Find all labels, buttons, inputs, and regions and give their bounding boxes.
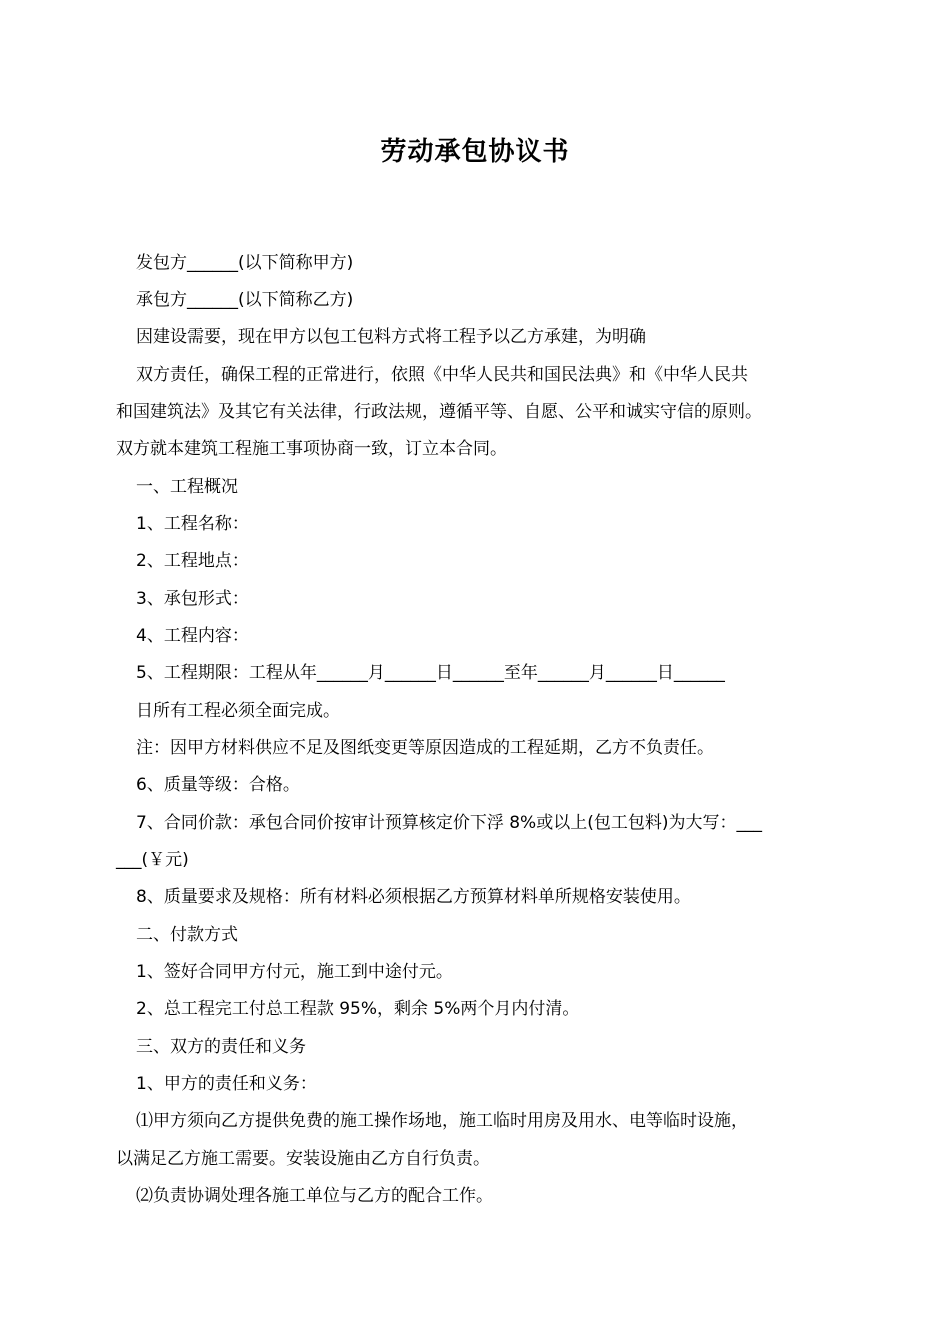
item-quality-grade: 6、质量等级：合格。 [136,775,300,795]
section-2-heading: 二、付款方式 [136,925,238,945]
duty-item-1: ⑴甲方须向乙方提供免费的施工操作场地，施工临时用房及用水、电等临时设施， [136,1111,748,1131]
preamble-line-2: 双方责任，确保工程的正常进行，依照《中华人民共和国民法典》和《中华人民共 [136,365,748,385]
note-line: 注：因甲方材料供应不足及图纸变更等原因造成的工程延期，乙方不负责任。 [136,738,714,758]
preamble-line-3: 和国建筑法》及其它有关法律，行政法规，遵循平等、自愿、公平和诚实守信的原则。 [116,402,762,422]
item-contract-form: 3、承包形式： [136,589,249,609]
duty-item-1-cont: 以满足乙方施工需要。安装设施由乙方自行负责。 [116,1149,490,1169]
preamble-line-4: 双方就本建筑工程施工事项协商一致，订立本合同。 [116,439,507,459]
item-contract-price-cont: ___(￥元) [116,850,189,870]
party-a-line: 发包方______(以下简称甲方) [136,253,354,273]
preamble-line-1: 因建设需要，现在甲方以包工包料方式将工程予以乙方承建，为明确 [136,327,646,347]
item-project-name: 1、工程名称： [136,514,249,534]
section-3-heading: 三、双方的责任和义务 [136,1037,306,1057]
item-contract-price: 7、合同价款：承包合同价按审计预算核定价下浮 8%或以上(包工包料)为大写：___ [136,813,762,833]
item-project-location: 2、工程地点： [136,551,249,571]
item-project-content: 4、工程内容： [136,626,249,646]
section-1-heading: 一、工程概况 [136,477,238,497]
item-quality-requirements: 8、质量要求及规格：所有材料必须根据乙方预算材料单所规格安装使用。 [136,887,691,907]
payment-item-2: 2、总工程完工付总工程款 95%，剩余 5%两个月内付清。 [136,999,580,1019]
payment-item-1: 1、签好合同甲方付元，施工到中途付元。 [136,962,453,982]
duty-item-2: ⑵负责协调处理各施工单位与乙方的配合工作。 [136,1186,493,1206]
document-title: 劳动承包协议书 [380,137,570,167]
party-b-line: 承包方______(以下简称乙方) [136,290,354,310]
party-a-duties-heading: 1、甲方的责任和义务： [136,1074,317,1094]
item-project-period-cont: 日所有工程必须全面完成。 [136,701,340,721]
item-project-period: 5、工程期限：工程从年______月______日______至年______月______日______ [136,663,725,683]
